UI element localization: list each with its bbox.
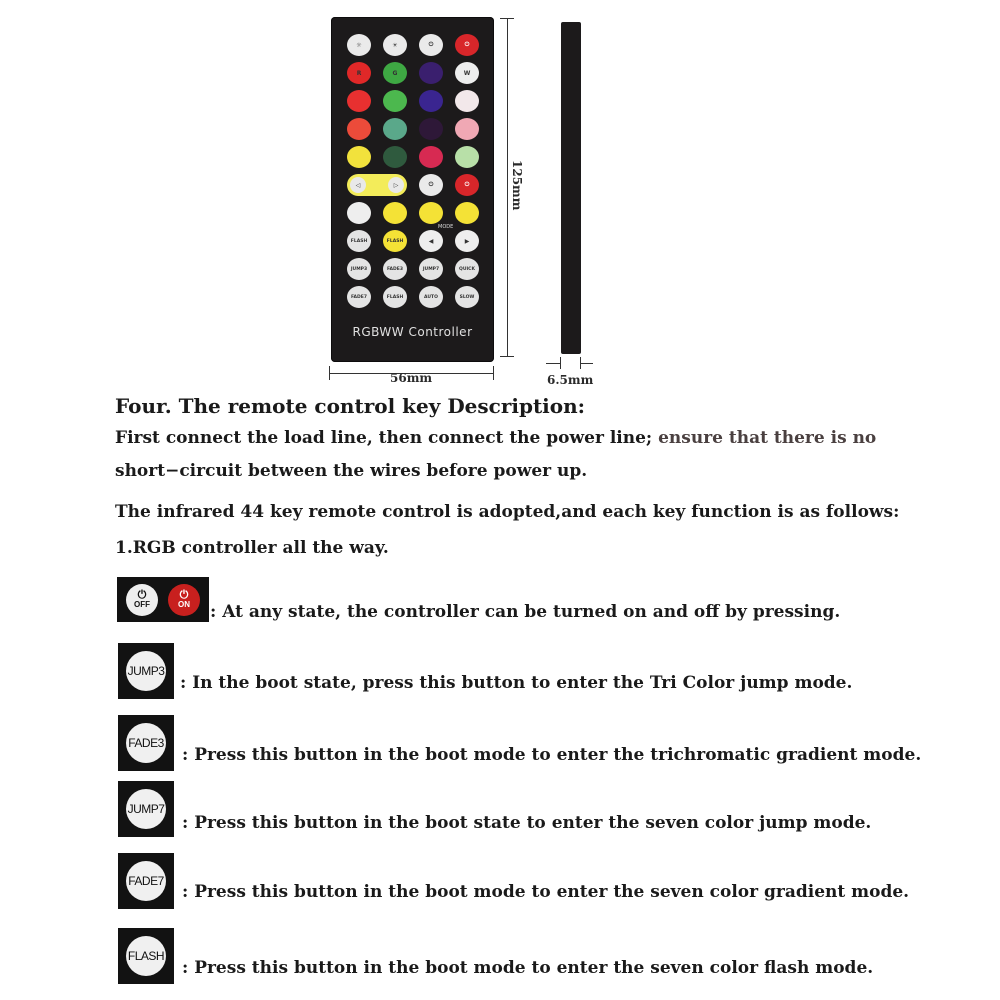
height-dim-tick-bottom: [500, 356, 514, 357]
remote-key: FADE7: [347, 286, 371, 308]
remote-key: ☼: [347, 34, 371, 56]
remote-key: JUMP3: [347, 258, 371, 280]
remote-key: [419, 118, 443, 140]
remote-key: [347, 202, 371, 224]
remote-key: FADE3: [383, 258, 407, 280]
remote-key: [347, 90, 371, 112]
width-dim-tick-left: [329, 366, 330, 380]
fade7-button-icon: [118, 853, 174, 909]
fade3-button-icon: [118, 715, 174, 771]
width-dim-tick-right: [493, 366, 494, 380]
remote-key: FLASH: [347, 230, 371, 252]
remote-key: W: [455, 62, 479, 84]
width-dim-label: 56mm: [390, 371, 433, 385]
remote-key: FLASH: [383, 230, 407, 252]
remote-key: [383, 90, 407, 112]
remote-key: ⏻: [455, 174, 479, 196]
remote-key: [455, 202, 479, 224]
intro-line-4: 1.RGB controller all the way.: [115, 538, 389, 558]
intro-line-1b: ensure that there is no: [658, 428, 877, 448]
remote-key: [455, 146, 479, 168]
intro-line-2: short−circuit between the wires before power up.: [115, 461, 588, 481]
jump7-desc: : Press this button in the boot state to enter the seven color jump mode.: [182, 813, 872, 833]
remote-key: [383, 118, 407, 140]
remote-key: [455, 90, 479, 112]
jump3-desc: : In the boot state, press this button to enter the Tri Color jump mode.: [180, 673, 853, 693]
remote-key: ☀: [383, 34, 407, 56]
mode-label: MODE: [438, 224, 454, 230]
remote-key: [419, 62, 443, 84]
depth-dim-line-right: [581, 363, 593, 364]
remote-key: [347, 118, 371, 140]
remote-key: FLASH: [383, 286, 407, 308]
jump3-button-icon: [118, 643, 174, 699]
jump3-label: JUMP3: [126, 651, 166, 691]
remote-key: SLOW: [455, 286, 479, 308]
power-off-icon: ⏻ OFF: [126, 584, 158, 616]
fade7-desc: : Press this button in the boot mode to enter the seven color gradient mode.: [182, 882, 910, 902]
fade7-label: FADE7: [126, 861, 166, 901]
flash-label: FLASH: [126, 936, 166, 976]
remote-side-view: [561, 22, 581, 354]
remote-key: AUTO: [419, 286, 443, 308]
height-dim-label: 125mm: [510, 160, 524, 211]
jump7-label: JUMP7: [126, 789, 166, 829]
oval-right-icon: ▷: [388, 177, 404, 193]
remote-key: ⏻: [419, 174, 443, 196]
fade3-desc: : Press this button in the boot mode to enter the trichromatic gradient mode.: [182, 745, 922, 765]
remote-key: [419, 202, 443, 224]
depth-dim-tick-left: [560, 357, 561, 369]
flash-button-icon: [118, 928, 174, 984]
intro-line-3: The infrared 44 key remote control is adopted,and each key function is as follows:: [115, 502, 900, 522]
remote-key: JUMP7: [419, 258, 443, 280]
power-desc: : At any state, the controller can be turned on and off by pressing.: [210, 602, 841, 622]
depth-dim-line-left: [546, 363, 560, 364]
jump7-button-icon: [118, 781, 174, 837]
remote-label: RGBWW Controller: [352, 325, 473, 339]
remote-key: [383, 146, 407, 168]
remote-key: [455, 118, 479, 140]
power-buttons-icon: [117, 577, 209, 622]
remote-key: [383, 202, 407, 224]
fade3-label: FADE3: [126, 723, 166, 763]
remote-front-view: [331, 17, 494, 362]
remote-key: ⏻: [419, 34, 443, 56]
remote-key: G: [383, 62, 407, 84]
remote-key: ⏻: [455, 34, 479, 56]
intro-line-1: [115, 428, 876, 448]
speed-oval-key: [347, 174, 407, 196]
remote-key: [347, 146, 371, 168]
remote-key: [419, 90, 443, 112]
intro-line-1a: First connect the load line, then connect the power line;: [115, 428, 653, 448]
flash-desc: : Press this button in the boot mode to enter the seven color flash mode.: [182, 958, 874, 978]
remote-key: QUICK: [455, 258, 479, 280]
power-on-icon: ⏻ ON: [168, 584, 200, 616]
remote-key: R: [347, 62, 371, 84]
section-heading: Four. The remote control key Description:: [115, 394, 586, 418]
remote-key: [419, 146, 443, 168]
oval-left-icon: ◁: [350, 177, 366, 193]
depth-dim-label: 6.5mm: [547, 373, 594, 387]
remote-key: ◀: [419, 230, 443, 252]
height-dim-line: [507, 18, 508, 356]
height-dim-tick-top: [500, 18, 514, 19]
remote-key: ▶: [455, 230, 479, 252]
